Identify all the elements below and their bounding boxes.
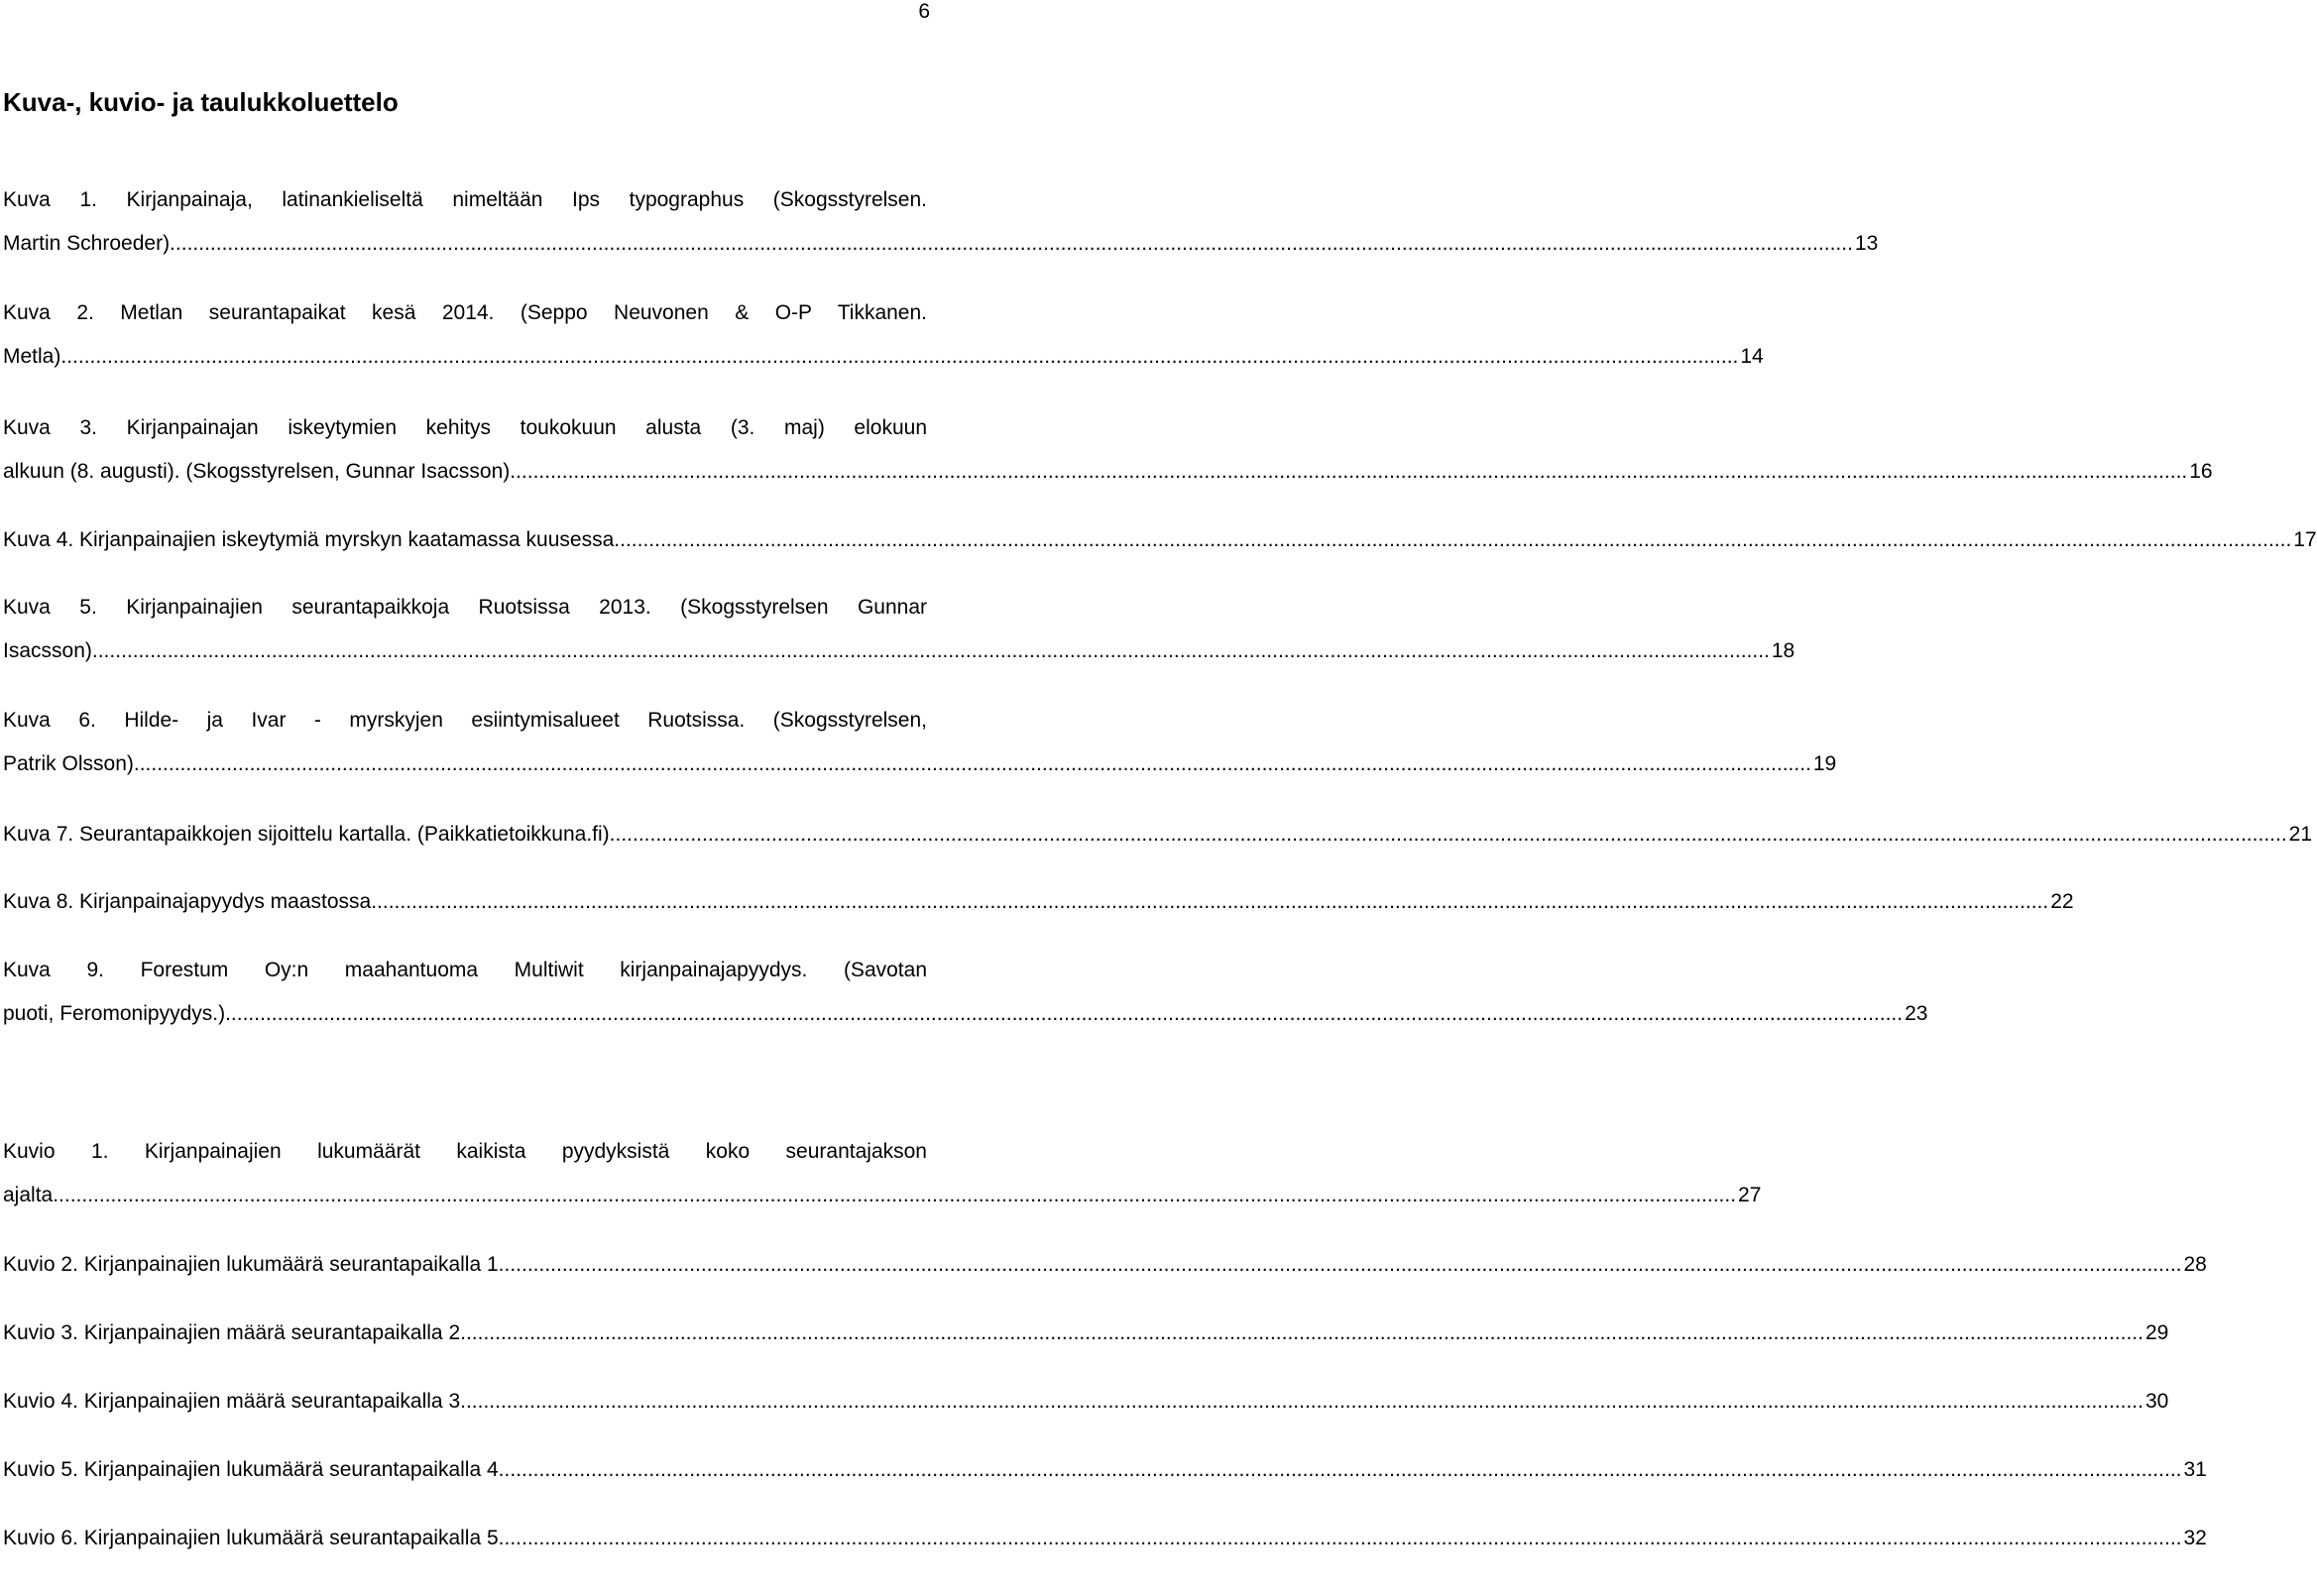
toc-entry-kuva-4[interactable] [3, 526, 2317, 554]
toc-entry-text: Kuvio 3. Kirjanpainajien määrä seurantapaikalla 2. [3, 1321, 466, 1344]
toc-entry-text: Kuvio 2. Kirjanpainajien lukumäärä seurantapaikalla 1. [3, 1253, 505, 1276]
toc-entry-text: Kuva 8. Kirjanpainajapyydys maastossa [3, 890, 372, 913]
toc-entry-text: Kuva 4. Kirjanpainajien iskeytymiä myrskyn kaatamassa kuusessa [3, 528, 615, 551]
toc-entry-leader-line [3, 1388, 2169, 1416]
toc-entry-leader-line [3, 1251, 2207, 1279]
toc-entry-text: Kuvio 4. Kirjanpainajien määrä seurantapaikalla 3. [3, 1390, 466, 1413]
dot-leader: .................................................................................................................................................................................................................................................................................................. [91, 639, 1770, 662]
toc-entry-page-number: 22 [2050, 890, 2074, 913]
toc-entry-kuvio-1[interactable] [3, 1138, 1762, 1209]
toc-entry-page-number: 29 [2144, 1321, 2169, 1344]
toc-entry-page-number: 13 [1854, 232, 1879, 255]
toc-entry-page-number: 14 [1740, 345, 1764, 368]
toc-entry-kuvio-4[interactable] [3, 1388, 2169, 1416]
toc-entry-leader-line [3, 343, 1764, 371]
toc-entry-kuva-1[interactable] [3, 186, 1879, 258]
dot-leader: .................................................................................................................................................................................................................................................................................................. [465, 1390, 2143, 1413]
toc-entry-text: Martin Schroeder). [3, 232, 175, 255]
dot-leader: .................................................................................................................................................................................................................................................................................................. [504, 1458, 2182, 1481]
toc-entry-text-line: Kuva 5. Kirjanpainajien seurantapaikkoja Ruotsissa 2013. (Skogsstyrelsen Gunnar [3, 596, 927, 619]
toc-entry-page-number: 32 [2183, 1527, 2207, 1549]
toc-entry-text-line: Kuva 9. Forestum Oy:n maahantuoma Multiwit kirjanpainajapyydys. (Savotan [3, 959, 927, 981]
toc-entry-text: Kuvio 5. Kirjanpainajien lukumäärä seurantapaikalla 4. [3, 1458, 505, 1481]
dot-leader: .................................................................................................................................................................................................................................................................................................. [225, 1002, 1904, 1025]
toc-entry-leader-line [3, 230, 1879, 258]
toc-entry-kuvio-3[interactable] [3, 1319, 2169, 1347]
toc-entry-kuvio-5[interactable] [3, 1456, 2207, 1484]
dot-leader: .................................................................................................................................................................................................................................................................................................. [133, 752, 1811, 775]
toc-entry-page-number: 27 [1738, 1184, 1762, 1206]
toc-entry-page-number: 30 [2144, 1390, 2169, 1413]
dot-leader: .................................................................................................................................................................................................................................................................................................. [614, 528, 2292, 551]
toc-entry-leader-line [3, 1319, 2169, 1347]
dot-leader: .................................................................................................................................................................................................................................................................................................. [174, 232, 1853, 255]
toc-entry-page-number: 18 [1771, 639, 1796, 662]
toc-entry-leader-line [3, 637, 1796, 665]
toc-entry-page-number: 31 [2183, 1458, 2207, 1481]
toc-entry-kuvio-6[interactable] [3, 1525, 2207, 1552]
dot-leader: .................................................................................................................................................................................................................................................................................................. [504, 1253, 2182, 1276]
dot-leader: .................................................................................................................................................................................................................................................................................................. [60, 345, 1739, 368]
toc-entry-page-number: 19 [1812, 752, 1837, 775]
toc-entry-leader-line [3, 458, 2213, 486]
toc-entry-kuva-5[interactable] [3, 594, 1796, 665]
toc-entry-page-number: 28 [2183, 1253, 2207, 1276]
toc-entry-page-number: 17 [2293, 528, 2317, 551]
toc-entry-kuva-8[interactable] [3, 888, 2074, 916]
toc-entry-leader-line [3, 1182, 1762, 1209]
toc-entry-leader-line [3, 1000, 1928, 1028]
toc-entry-page-number: 23 [1905, 1002, 1928, 1025]
toc-entry-kuva-9[interactable] [3, 957, 1928, 1028]
dot-leader: .................................................................................................................................................................................................................................................................................................. [371, 890, 2049, 913]
toc-entry-text-line: Kuva 6. Hilde- ja Ivar - myrskyjen esiintymisalueet Ruotsissa. (Skogsstyrelsen, [3, 709, 927, 732]
toc-entry-leader-line [3, 526, 2317, 554]
toc-entry-leader-line [3, 821, 2313, 849]
dot-leader: .................................................................................................................................................................................................................................................................................................. [58, 1184, 1737, 1206]
toc-entry-text: Kuvio 6. Kirjanpainajien lukumäärä seurantapaikalla 5. [3, 1527, 505, 1549]
dot-leader: .................................................................................................................................................................................................................................................................................................. [465, 1321, 2143, 1344]
toc-entry-text-line: Kuva 2. Metlan seurantapaikat kesä 2014. (Seppo Neuvonen & O-P Tikkanen. [3, 301, 927, 324]
toc-entry-leader-line [3, 888, 2074, 916]
toc-entry-text: ajalta. [3, 1184, 59, 1206]
toc-entry-text: Patrik Olsson) [3, 752, 134, 775]
toc-entry-kuva-6[interactable] [3, 707, 1837, 778]
toc-entry-leader-line [3, 750, 1837, 778]
toc-entry-leader-line [3, 1456, 2207, 1484]
toc-entry-text-line: Kuva 3. Kirjanpainajan iskeytymien kehitys toukokuun alusta (3. maj) elokuun [3, 416, 927, 439]
toc-entry-text: Kuva 7. Seurantapaikkojen sijoittelu kartalla. (Paikkatietoikkuna.fi) [3, 823, 610, 846]
toc-entry-text: Metla) [3, 345, 61, 368]
toc-entry-page-number: 21 [2288, 823, 2313, 846]
toc-entry-page-number: 16 [2189, 460, 2213, 483]
page-title: Kuva-, kuvio- ja taulukkoluettelo [3, 87, 399, 117]
toc-entry-leader-line [3, 1525, 2207, 1552]
dot-leader: .................................................................................................................................................................................................................................................................................................. [609, 823, 2287, 846]
toc-entry-kuva-2[interactable] [3, 299, 1764, 371]
toc-entry-text: Isacsson) [3, 639, 92, 662]
dot-leader: .................................................................................................................................................................................................................................................................................................. [504, 1527, 2182, 1549]
toc-entry-text: puoti, Feromonipyydys.) [3, 1002, 226, 1025]
toc-entry-kuvio-2[interactable] [3, 1251, 2207, 1279]
toc-entry-text-line: Kuvio 1. Kirjanpainajien lukumäärät kaikista pyydyksistä koko seurantajakson [3, 1140, 927, 1163]
page-number: 6 [918, 0, 930, 23]
toc-entry-text-line: Kuva 1. Kirjanpainaja, latinankieliseltä nimeltään Ips typographus (Skogsstyrelsen. [3, 188, 927, 211]
toc-entry-text: alkuun (8. augusti). (Skogsstyrelsen, Gunnar Isacsson) [3, 460, 511, 483]
dot-leader: .................................................................................................................................................................................................................................................................................................. [510, 460, 2188, 483]
toc-entry-kuva-3[interactable] [3, 414, 2213, 486]
toc-entry-kuva-7[interactable] [3, 821, 2313, 849]
